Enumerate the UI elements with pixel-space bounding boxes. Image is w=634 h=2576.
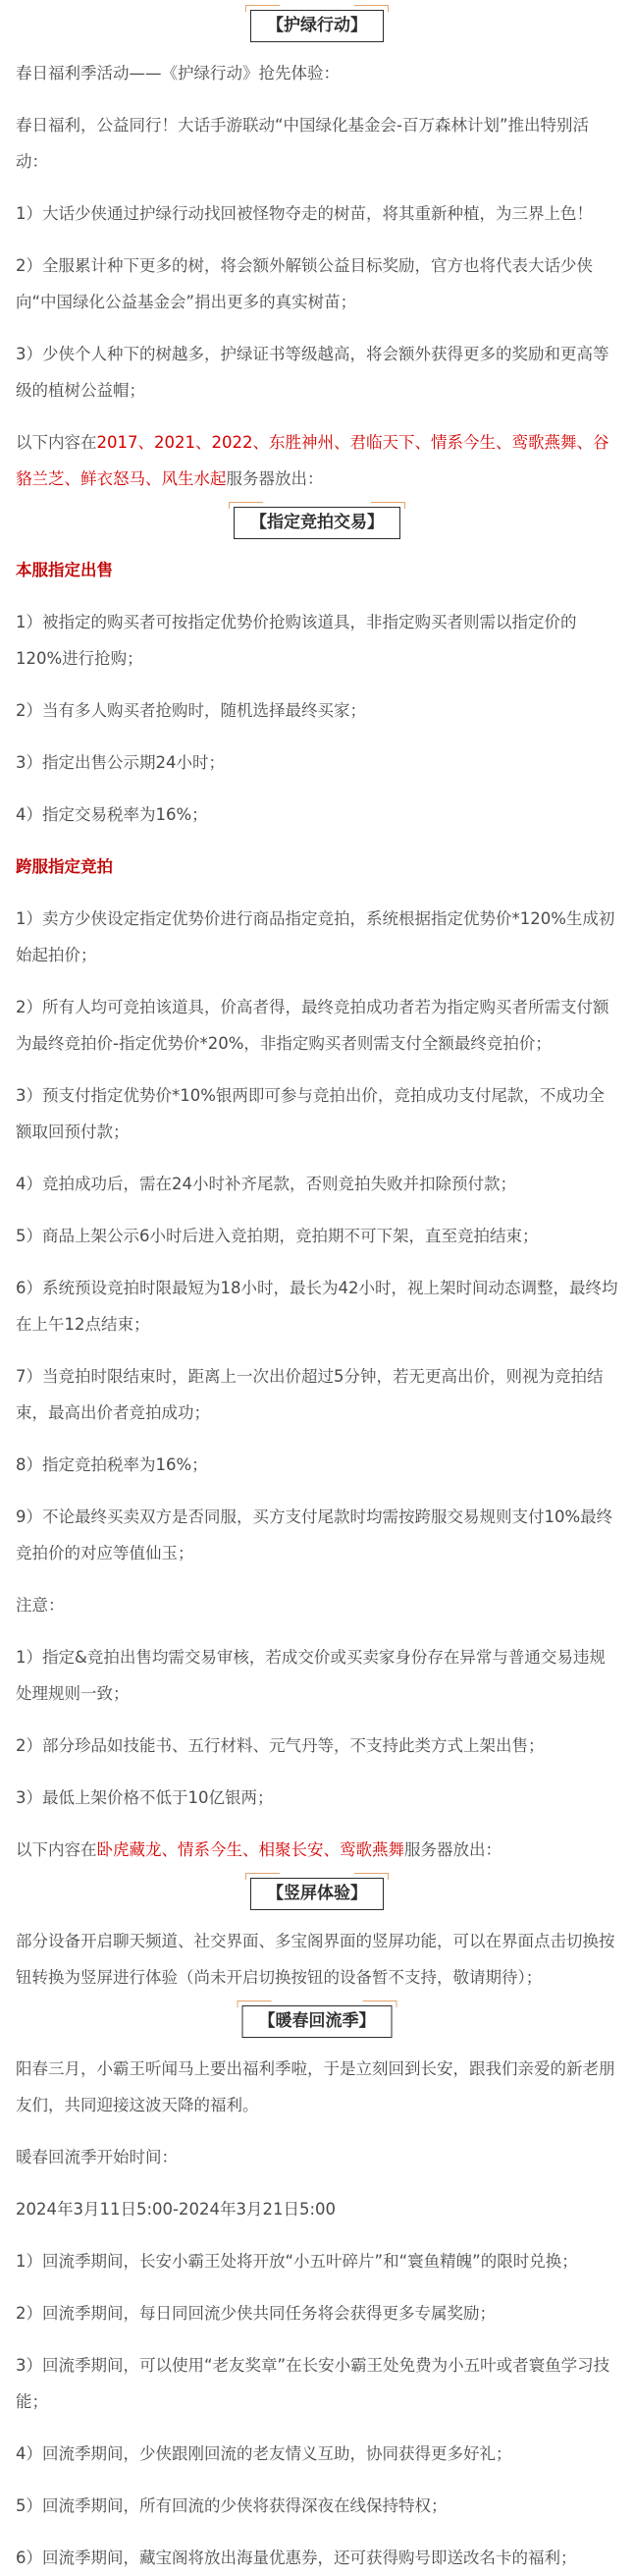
paragraph: 春日福利，公益同行！大话手游联动“中国绿化基金会-百万森林计划”推出特别活动： (16, 116, 590, 171)
list-item: 3）少侠个人种下的树越多，护绿证书等级越高，将会额外获得更多的奖励和更高等级的植树公益帽； (16, 345, 609, 400)
server-prefix: 以下内容在 (16, 433, 97, 452)
list-item: 9）不论最终买卖双方是否同服，买方支付尾款时均需按跨服交易规则支付10%最终竞拍价的对应等值仙玉； (16, 1507, 613, 1562)
section-header-designated-auction (16, 497, 618, 536)
paragraph: 春日福利季活动——《护绿行动》抢先体验： (16, 64, 340, 82)
section-header-green-action (16, 0, 618, 39)
list-item: 2）所有人均可竞拍该道具，价高者得，最终竞拍成功者若为指定购买者所需支付额为最终竞拍价-指定优势价*20%，非指定购买者则需支付全额最终竞拍价； (16, 998, 609, 1053)
section-header-portrait-mode (16, 1868, 618, 1907)
note-label: 注意： (16, 1596, 65, 1615)
paragraph: 部分设备开启聊天频道、社交界面、多宝阁界面的竖屏功能，可以在界面点击切换按钮转换为竖屏进行体验（尚未开启切换按钮的设备暂不支持，敬请期待）； (16, 1932, 615, 1987)
list-item: 1）回流季期间，长安小霸王处将开放“小五叶碎片”和“寰鱼精魄”的限时兑换； (16, 2252, 578, 2271)
server-names: 卧虎藏龙、情系今生、相聚长安、鸾歌燕舞 (96, 1840, 404, 1859)
list-item: 6）回流季期间，藏宝阁将放出海量优惠券，还可获得购号即送改名卡的福利； (16, 2549, 577, 2567)
list-item: 7）当竞拍时限结束时，距离上一次出价超过5分钟，若无更高出价，则视为竞拍结束，最高出价者竞拍成功； (16, 1367, 604, 1422)
section-title: 【护绿行动】 (250, 10, 384, 42)
list-item: 6）系统预设竞拍时限最短为18小时，最长为42小时，视上架时间动态调整，最终均在上午12点结束； (16, 1279, 618, 1334)
list-item: 4）竞拍成功后，需在24小时补齐尾款，否则竞拍失败并扣除预付款； (16, 1175, 516, 1193)
list-item: 3）回流季期间，可以使用“老友奖章”在长安小霸王处免费为小五叶或者寰鱼学习技能； (16, 2356, 610, 2411)
subheading: 跨服指定竞拍 (16, 857, 113, 876)
server-list (16, 424, 618, 497)
subheading: 本服指定出售 (16, 561, 113, 579)
list-item: 5）商品上架公示6小时后进入竞拍期，竞拍期不可下架，直至竞拍结束； (16, 1227, 539, 1245)
paragraph: 阳春三月，小霸王听闻马上要出福利季啦，于是立刻回到长安，跟我们亲爱的新老朋友们，共同迎接这波天降的福利。 (16, 2059, 615, 2114)
paragraph: 暖春回流季开始时间： (16, 2148, 178, 2166)
list-item: 3）指定出售公示期24小时； (16, 753, 225, 772)
list-item: 8）指定竞拍税率为16%； (16, 1455, 208, 1474)
section-header-spring-return (16, 1996, 618, 2035)
list-item: 2）回流季期间，每日同回流少侠共同任务将会获得更多专属奖励； (16, 2304, 496, 2323)
list-item: 1）被指定的购买者可按指定优势价抢购该道具，非指定购买者则需以指定价的120%进行抢购； (16, 613, 577, 668)
list-item: 4）指定交易税率为16%； (16, 805, 208, 824)
list-item: 3）预支付指定优势价*10%银两即可参与竞拍出价，竞拍成功支付尾款，不成功全额取回预付款； (16, 1086, 605, 1141)
list-item: 1）卖方少侠设定指定优势价进行商品指定竞拍，系统根据指定优势价*120%生成初始起拍价； (16, 909, 615, 964)
section-title: 【竖屏体验】 (250, 1878, 384, 1910)
list-item: 2）全服累计种下更多的树，将会额外解锁公益目标奖励，官方也将代表大话少侠向“中国绿化公益基金会”捐出更多的真实树苗； (16, 256, 593, 311)
server-prefix: 以下内容在 (16, 1840, 97, 1859)
server-list (16, 1832, 618, 1868)
list-item: 1）指定&竞拍出售均需交易审核，若成交价或买卖家身份存在异常与普通交易违规处理规则一致； (16, 1648, 606, 1703)
list-item: 1）大话少侠通过护绿行动找回被怪物夺走的树苗，将其重新种植，为三界上色！ (16, 204, 593, 223)
list-item: 3）最低上架价格不低于10亿银两； (16, 1788, 274, 1807)
server-suffix: 服务器放出： (404, 1840, 502, 1859)
list-item: 2）部分珍品如技能书、五行材料、元气丹等，不支持此类方式上架出售； (16, 1736, 545, 1755)
server-suffix: 服务器放出： (226, 469, 324, 488)
section-title: 【暖春回流季】 (242, 2005, 393, 2038)
list-item: 2）当有多人购买者抢购时，随机选择最终买家； (16, 701, 366, 720)
server-names: 2017、2021、2022、东胜神州、君临天下、情系今生、鸾歌燕舞、谷貉兰芝、鲜衣怒马、风生水起 (16, 433, 609, 488)
list-item: 5）回流季期间，所有回流的少侠将获得深夜在线保持特权； (16, 2496, 448, 2515)
list-item: 4）回流季期间，少侠跟刚回流的老友情义互助，协同获得更多好礼； (16, 2444, 512, 2463)
event-time: 2024年3月11日5:00-2024年3月21日5:00 (16, 2200, 337, 2219)
section-title: 【指定竞拍交易】 (234, 507, 400, 539)
